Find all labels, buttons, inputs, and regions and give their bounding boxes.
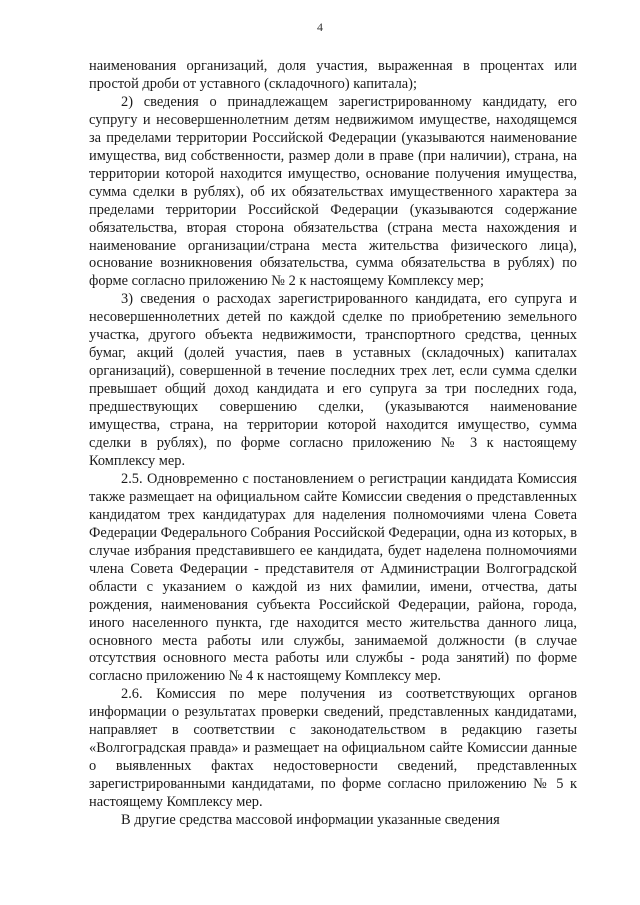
paragraph-continuation: наименования организаций, доля участия, выраженная в процентах или простой дроби от уставного (складочного) капитала); (89, 58, 577, 92)
paragraph-trailing: В другие средства массовой информации указанные сведения (121, 812, 500, 829)
document-body (89, 58, 577, 830)
paragraph-section-2-5: 2.5. Одновременно с постановлением о регистрации кандидата Комиссия также размещает на официальном сайте Комиссии сведения о представленных кандидатом трех кандидатурах для наделения полномочиями члена Совета Федерации Федерального Собрания Российской Федерации, одна из которых, в случае избрания представившего ее кандидата, будет наделена полномочиями члена Совета Федерации - представителя от Администрации Волгоградской области с указанием о каждой из них фамилии, имени, отчества, даты рождения, наименования субъекта Российской Федерации, района, города, иного населенного пункта, где находится место жительства данного лица, основного места работы или службы, занимаемой должности (в случае отсутствия основного места работы или службы - рода занятий) по форме согласно приложению № 4 к настоящему Комплексу мер. (89, 470, 577, 685)
paragraph-section-2-6: 2.6. Комиссия по мере получения из соответствующих органов информации о результатах проверки сведений, представленных кандидатами, направляет в соответствии с законодательством в редакцию газеты «Волгоградская правда» и размещает на официальном сайте Комиссии данные о выявленных фактах недостоверности сведений, представленных зарегистрированными кандидатами, по форме согласно приложению № 5 к настоящему Комплексу мер. (89, 686, 577, 811)
page-number: 4 (317, 20, 323, 34)
paragraph-item-3: 3) сведения о расходах зарегистрированного кандидата, его супруга и несовершеннолетних детей по каждой сделке по приобретению земельного участка, другого объекта недвижимости, транспортного средства, ценных бумаг, акций (долей участия, паев в уставных (складочных) капиталах организаций), совершенной в течение последних трех лет, если сумма сделки превышает общий доход кандидата и его супруга за три последних года, предшествующих совершению сделки, (указываются наименование имущества, страна, на территории которой находится имущество, сумма сделки в рублях), по форме согласно приложению № 3 к настоящему Комплексу мер. (89, 291, 577, 469)
paragraph-item-2: 2) сведения о принадлежащем зарегистрированному кандидату, его супругу и несовершеннолетним детям недвижимом имуществе, находящемся за пределами территории Российской Федерации (указываются наименование имущества, вид собственности, размер доли в праве (при наличии), страна, на территории которой находится имущество, основание получения имущества, сумма сделки в рублях), об их обязательствах имущественного характера за пределами территории Российской Федерации (указываются содержание обязательства, вторая сторона обязательства (страна места нахождения и наименование организации/страна места жительства физического лица), основание возникновения обязательства, сумма обязательства в рублях) по форме согласно приложению № 2 к настоящему Комплексу мер; (89, 93, 577, 290)
